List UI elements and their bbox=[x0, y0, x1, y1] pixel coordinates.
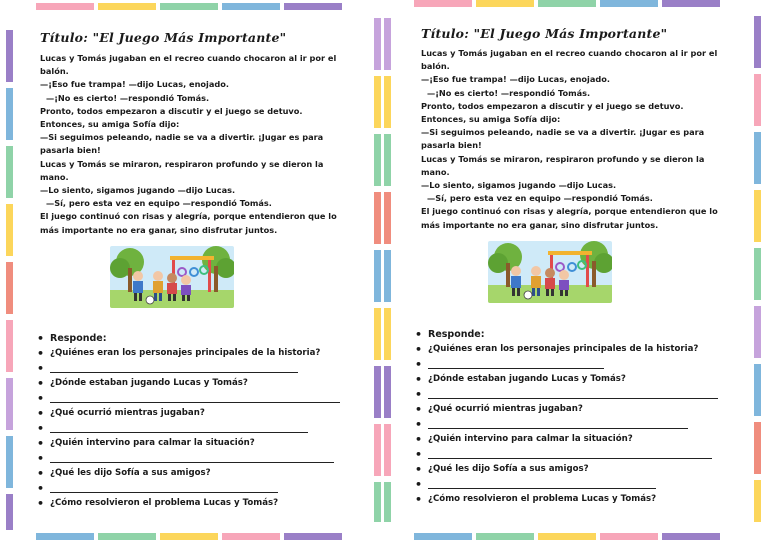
story-text bbox=[40, 52, 340, 237]
side-color-strip bbox=[6, 146, 13, 198]
story-paragraph: Pronto, todos empezaron a discutir y el juego se detuvo. Entonces, su amiga Sofía dijo: bbox=[40, 105, 303, 130]
side-color-strip bbox=[754, 190, 761, 242]
top-color-strip bbox=[414, 0, 472, 7]
side-color-strip bbox=[754, 480, 761, 522]
top-color-strip bbox=[476, 0, 534, 7]
playground-children-illustration bbox=[488, 241, 612, 303]
side-color-strip bbox=[374, 482, 381, 522]
side-color-strip bbox=[374, 134, 381, 186]
story-paragraph: —¡No es cierto! —respondió Tomás. bbox=[427, 87, 591, 98]
question-item: • ¿Qué les dijo Sofía a sus amigos? bbox=[37, 466, 367, 481]
worksheet-title: Título: "El Juego Más Importante" bbox=[40, 30, 287, 45]
side-color-strip bbox=[754, 74, 761, 126]
story-paragraph: —¡No es cierto! —respondió Tomás. bbox=[46, 92, 210, 103]
question-item: • ¿Cómo resolvieron el problema Lucas y Tomás? bbox=[415, 492, 745, 507]
story-paragraph: —Lo siento, sigamos jugando —dijo Lucas. bbox=[40, 185, 236, 196]
question-item: • ¿Cómo resolvieron el problema Lucas y Tomás? bbox=[37, 496, 367, 511]
story-paragraph: El juego continuó con risas y alegría, porque entendieron que lo más importante no era ganar, sino disfrutar juntos. bbox=[40, 211, 337, 235]
story-paragraph: Lucas y Tomás se miraron, respiraron profundo y se dieron la mano. bbox=[40, 158, 324, 182]
answer-line-item[interactable] bbox=[415, 387, 745, 402]
bottom-color-strip bbox=[600, 533, 658, 540]
worksheet-title: Título: "El Juego Más Importante" bbox=[421, 26, 668, 41]
answer-line[interactable] bbox=[50, 393, 340, 403]
side-color-strip bbox=[374, 366, 381, 418]
top-color-strip bbox=[538, 0, 596, 7]
bottom-color-strip bbox=[414, 533, 472, 540]
side-color-strip bbox=[6, 494, 13, 530]
top-color-strip bbox=[36, 3, 94, 10]
story-paragraph: —¡Eso fue trampa! —dijo Lucas, enojado. bbox=[421, 74, 610, 85]
playground-children-illustration bbox=[110, 246, 234, 308]
bottom-color-strip bbox=[160, 533, 218, 540]
question-item: • ¿Dónde estaban jugando Lucas y Tomás? bbox=[415, 372, 745, 387]
answer-line[interactable] bbox=[428, 359, 604, 369]
side-color-strip bbox=[6, 204, 13, 256]
answer-line[interactable] bbox=[428, 419, 688, 429]
side-color-strip bbox=[384, 366, 391, 418]
side-color-strip bbox=[384, 308, 391, 360]
answer-line-item[interactable] bbox=[415, 417, 745, 432]
bottom-color-strip bbox=[538, 533, 596, 540]
bottom-color-strip bbox=[222, 533, 280, 540]
story-paragraph: El juego continuó con risas y alegría, porque entendieron que lo más importante no era ganar, sino disfrutar juntos. bbox=[421, 206, 718, 230]
top-color-strip bbox=[222, 3, 280, 10]
side-color-strip bbox=[754, 132, 761, 184]
answer-line[interactable] bbox=[50, 453, 334, 463]
side-color-strip bbox=[384, 482, 391, 522]
answer-line[interactable] bbox=[50, 483, 278, 493]
bottom-color-strip bbox=[98, 533, 156, 540]
top-color-strip bbox=[98, 3, 156, 10]
story-paragraph: Lucas y Tomás jugaban en el recreo cuando chocaron al ir por el balón. bbox=[421, 48, 718, 72]
story-paragraph: Lucas y Tomás jugaban en el recreo cuando chocaron al ir por el balón. bbox=[40, 53, 337, 77]
top-color-strip bbox=[160, 3, 218, 10]
answer-line[interactable] bbox=[428, 449, 712, 459]
question-item: • ¿Quién intervino para calmar la situación? bbox=[415, 432, 745, 447]
top-color-strip bbox=[600, 0, 658, 7]
responde-heading: • Responde: bbox=[37, 331, 367, 346]
side-color-strip bbox=[754, 248, 761, 300]
questions-list bbox=[37, 331, 367, 511]
answer-line-item[interactable] bbox=[37, 481, 367, 496]
answer-line-item[interactable] bbox=[415, 447, 745, 462]
side-color-strip bbox=[374, 192, 381, 244]
story-paragraph: —Si seguimos peleando, nadie se va a divertir. ¡Jugar es para pasarla bien! bbox=[421, 127, 705, 151]
story-paragraph: —Lo siento, sigamos jugando —dijo Lucas. bbox=[421, 180, 617, 191]
question-item: • ¿Quiénes eran los personajes principales de la historia? bbox=[415, 342, 745, 357]
question-item: • ¿Qué ocurrió mientras jugaban? bbox=[37, 406, 367, 421]
side-color-strip bbox=[374, 250, 381, 302]
story-paragraph: —Si seguimos peleando, nadie se va a divertir. ¡Jugar es para pasarla bien! bbox=[40, 132, 324, 156]
side-color-strip bbox=[384, 424, 391, 476]
side-color-strip bbox=[6, 436, 13, 488]
answer-line-item[interactable] bbox=[415, 357, 745, 372]
bottom-color-strip bbox=[662, 533, 720, 540]
story-paragraph: Pronto, todos empezaron a discutir y el juego se detuvo. Entonces, su amiga Sofía dijo: bbox=[421, 100, 684, 125]
answer-line[interactable] bbox=[428, 479, 656, 489]
question-item: • ¿Quiénes eran los personajes principales de la historia? bbox=[37, 346, 367, 361]
worksheet-page-right bbox=[384, 0, 768, 544]
answer-line-item[interactable] bbox=[37, 421, 367, 436]
side-color-strip bbox=[6, 262, 13, 314]
bottom-color-strip bbox=[476, 533, 534, 540]
side-color-strip bbox=[6, 30, 13, 82]
story-paragraph: —¡Eso fue trampa! —dijo Lucas, enojado. bbox=[40, 79, 229, 90]
side-color-strip bbox=[374, 424, 381, 476]
answer-line[interactable] bbox=[50, 363, 298, 373]
answer-line-item[interactable] bbox=[37, 391, 367, 406]
story-paragraph: Lucas y Tomás se miraron, respiraron profundo y se dieron la mano. bbox=[421, 153, 705, 177]
story-paragraph: —Sí, pero esta vez en equipo —respondió Tomás. bbox=[46, 198, 272, 209]
bottom-color-strip bbox=[284, 533, 342, 540]
side-color-strip bbox=[384, 250, 391, 302]
side-color-strip bbox=[754, 422, 761, 474]
side-color-strip bbox=[374, 76, 381, 128]
side-color-strip bbox=[6, 378, 13, 430]
story-text bbox=[421, 47, 723, 232]
side-color-strip bbox=[754, 16, 761, 68]
top-color-strip bbox=[284, 3, 342, 10]
side-color-strip bbox=[754, 306, 761, 358]
question-item: • ¿Qué ocurrió mientras jugaban? bbox=[415, 402, 745, 417]
side-color-strip bbox=[374, 308, 381, 360]
question-item: • ¿Dónde estaban jugando Lucas y Tomás? bbox=[37, 376, 367, 391]
bottom-color-strip bbox=[36, 533, 94, 540]
side-color-strip bbox=[384, 134, 391, 186]
side-color-strip bbox=[754, 364, 761, 416]
story-paragraph: —Sí, pero esta vez en equipo —respondió Tomás. bbox=[427, 193, 653, 204]
side-color-strip bbox=[384, 76, 391, 128]
side-color-strip bbox=[384, 18, 391, 70]
side-color-strip bbox=[6, 88, 13, 140]
question-item: • ¿Quién intervino para calmar la situación? bbox=[37, 436, 367, 451]
question-item: • ¿Qué les dijo Sofía a sus amigos? bbox=[415, 462, 745, 477]
answer-line[interactable] bbox=[428, 389, 718, 399]
side-color-strip bbox=[384, 192, 391, 244]
top-color-strip bbox=[662, 0, 720, 7]
responde-heading: • Responde: bbox=[415, 327, 745, 342]
answer-line-item[interactable] bbox=[37, 361, 367, 376]
answer-line-item[interactable] bbox=[37, 451, 367, 466]
answer-line-item[interactable] bbox=[415, 477, 745, 492]
side-color-strip bbox=[6, 320, 13, 372]
answer-line[interactable] bbox=[50, 423, 308, 433]
questions-list bbox=[415, 327, 745, 507]
side-color-strip bbox=[374, 18, 381, 70]
